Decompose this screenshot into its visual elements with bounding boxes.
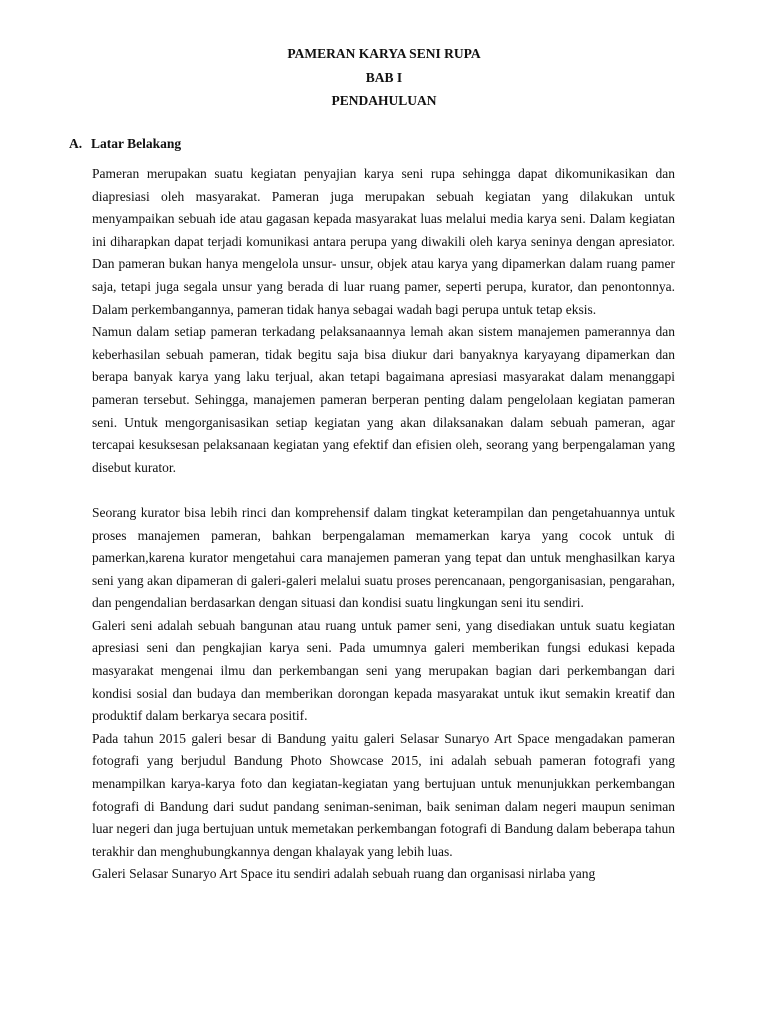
paragraph: Galeri seni adalah sebuah bangunan atau ruang untuk pamer seni, yang disediakan untuk suatu kegiatan apresiasi seni dan pengkajian karya seni. Pada umumnya galeri memberikan fungsi edukasi kepada masyarakat mengenai ilmu dan perkembangan seni yang merupakan bagian dari perkembangan dari kondisi sosial dan budaya dan memberikan dorongan kepada masyarakat untuk ikut semakin kreatif dan produktif dalam berkarya secara positif. [92, 617, 675, 724]
section-letter: A. [69, 136, 83, 151]
document-title: PAMERAN KARYA SENI RUPA [287, 46, 481, 61]
paragraph: Galeri Selasar Sunaryo Art Space itu sendiri adalah sebuah ruang dan organisasi nirlaba yang [92, 866, 596, 882]
paragraph: Pada tahun 2015 galeri besar di Bandung yaitu galeri Selasar Sunaryo Art Space mengadakan pameran fotografi yang berjudul Bandung Photo Showcase 2015, ini adalah sebuah pameran fotografi yang menampilkan karya-karya foto dan kegiatan-kegiatan yang bertujuan untuk menunjukkan perkembangan fotografi di Bandung dari sudut pandang seniman-seniman, baik seniman dalam negeri maupun seniman luar negeri dan juga bertujuan untuk memetakan perkembangan fotografi di Bandung dalam beberapa tahun terakhir dan menghubungkannya dengan khalayak yang lebih luas. [92, 730, 675, 859]
paragraph: Namun dalam setiap pameran terkadang pelaksanaannya lemah akan sistem manajemen pamerannya dan keberhasilan sebuah pameran, tidak begitu saja bisa diukur dari banyaknya karyayang dipamerkan dan berapa banyak karya yang laku terjual, akan tetapi bagaimana apresiasi masyarakat dalam menanggapi pameran tersebut. Sehingga, manajemen pameran berperan penting dalam pengelolaan kegiatan pameran seni. Untuk mengorganisasikan setiap kegiatan yang akan dilaksanakan dalam sebuah pameran, agar tercapai kesuksesan pelaksanaan kegiatan yang efektif dan efisien oleh, seorang yang berpengalaman yang disebut kurator. [92, 324, 675, 475]
section-heading-text: Latar Belakang [91, 136, 182, 151]
document-title-block [0, 42, 768, 113]
section-heading [69, 133, 181, 155]
paragraph: Pameran merupakan suatu kegiatan penyajian karya seni rupa sehingga dapat dikomunikasikan dan diapresiasi oleh masyarakat. Pameran juga merupakan sebuah kegiatan yang dilakukan untuk menyampaikan sebuah ide atau gagasan kepada masyarakat luas melalui media karya seni. Dalam kegiatan ini diharapkan dapat terjadi komunikasi antara perupa yang diwakili oleh karya seninya dengan apresiator. Dan pameran bukan hanya mengelola unsur- unsur, objek atau karya yang dipamerkan dalam ruang pamer saja, tetapi juga segala unsur yang berada di luar ruang pamer, seperti perupa, kurator, dan penontonnya. Dalam perkembangannya, pameran tidak hanya sebagai wadah bagi perupa untuk tetap eksis. [92, 166, 675, 317]
paragraph: Seorang kurator bisa lebih rinci dan komprehensif dalam tingkat keterampilan dan pengetahuannya untuk proses manajemen pameran, bahkan berpengalaman memamerkan karya yang cocok untuk di pamerkan,karena kurator mengetahui cara manajemen pameran yang tepat dan untuk menghasilkan karya seni yang akan dipameran di galeri-galeri melalui suatu proses perencanaan, pengorganisasian, pengarahan, dan pengendalian berdasarkan dengan situasi dan kondisi suatu lingkungan seni itu sendiri. [92, 504, 675, 611]
chapter-title: PENDAHULUAN [331, 93, 437, 108]
body-text [92, 163, 675, 886]
chapter-number: BAB I [365, 69, 403, 85]
